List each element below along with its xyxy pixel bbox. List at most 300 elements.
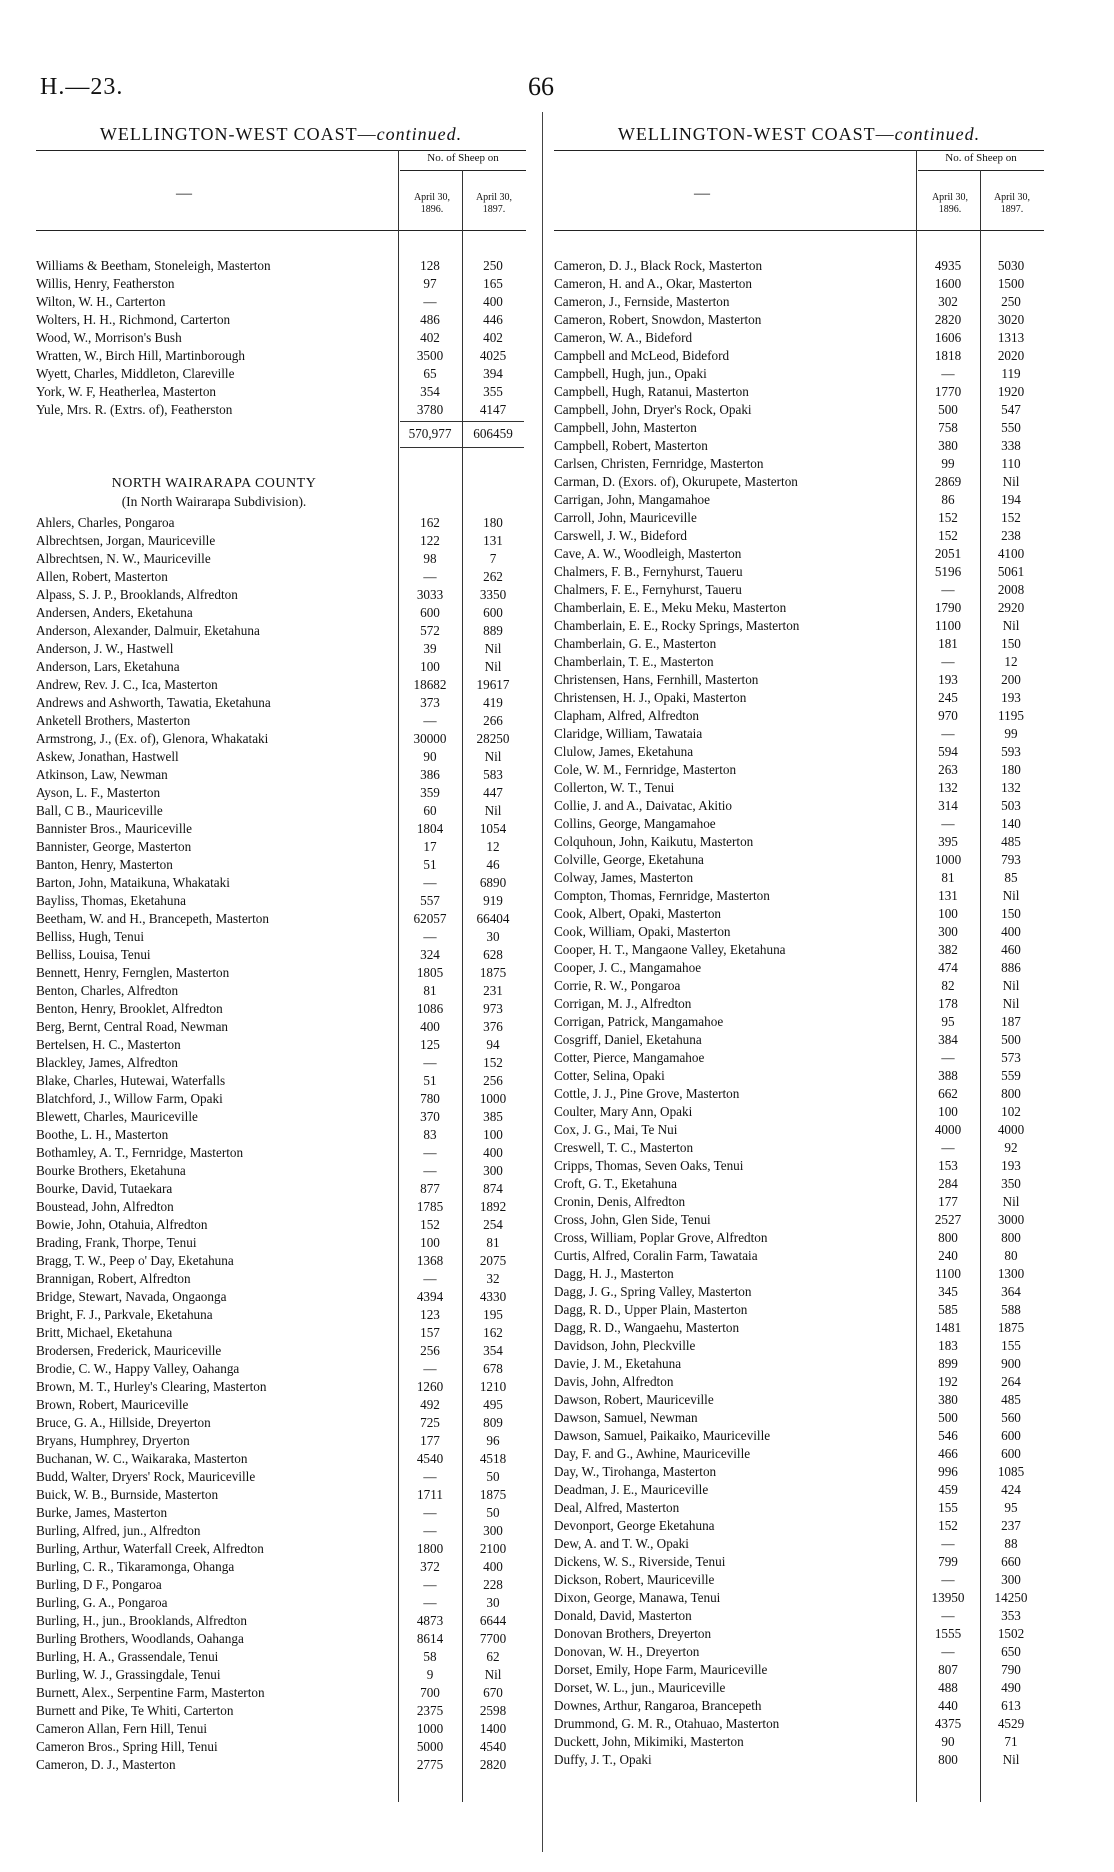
table-row (36, 622, 526, 640)
sheep-1896: 807 (938, 1662, 958, 1677)
owner-name: Anderson, Lars, Eketahuna (36, 659, 180, 674)
sheep-1896: — (423, 294, 437, 309)
sheep-1897: 32 (486, 1271, 500, 1286)
owner-name: Brown, M. T., Hurley's Clearing, Masterton (36, 1379, 267, 1394)
sheep-1897: 1000 (479, 1091, 507, 1106)
sheep-1896: 466 (938, 1446, 958, 1461)
owner-name: Dawson, Samuel, Paikaiko, Mauriceville (554, 1428, 771, 1443)
sheep-1897: 547 (1001, 402, 1021, 417)
year-1896-header: April 30, 1896. (413, 192, 451, 215)
table-row (554, 545, 1044, 563)
owner-name: Burling, H. A., Grassendale, Tenui (36, 1649, 219, 1664)
sheep-1896: 2820 (934, 312, 962, 327)
sheep-1896: 152 (420, 1217, 440, 1232)
owner-name: Burling, Arthur, Waterfall Creek, Alfredton (36, 1541, 264, 1556)
owner-name: Cook, William, Opaki, Masterton (554, 924, 731, 939)
sheep-1896: — (423, 1361, 437, 1376)
sheep-1897: 500 (1001, 1032, 1021, 1047)
table-row (36, 1360, 526, 1378)
table-row (554, 329, 1044, 347)
sheep-1896: 585 (938, 1302, 958, 1317)
sheep-1896: 4873 (416, 1613, 444, 1628)
table-row (554, 635, 1044, 653)
total-rule (400, 447, 524, 448)
sheep-1896: 284 (938, 1176, 958, 1191)
sheep-1896: 2869 (934, 474, 962, 489)
sheep-1896: 152 (938, 1518, 958, 1533)
sheep-1897: 355 (483, 384, 503, 399)
sheep-1897: 12 (1004, 654, 1018, 669)
entries-list (554, 257, 1044, 1769)
sheep-1896: — (423, 713, 437, 728)
table-row (554, 1337, 1044, 1355)
sheep-1896: 2375 (416, 1703, 444, 1718)
table-row (554, 473, 1044, 491)
sheep-1896: 1086 (416, 1001, 444, 1016)
sheep-1897: 613 (1001, 1698, 1021, 1713)
owner-name: Davie, J. M., Eketahuna (554, 1356, 682, 1371)
table-row (554, 383, 1044, 401)
sheep-1896: 157 (420, 1325, 440, 1340)
table-row (554, 617, 1044, 635)
sheep-1897: 228 (483, 1577, 503, 1592)
sheep-1896: 128 (420, 258, 440, 273)
sheep-1897: 495 (483, 1397, 503, 1412)
owner-name: Cronin, Denis, Alfredton (554, 1194, 686, 1209)
owner-name: Cooper, J. C., Mangamahoe (554, 960, 702, 975)
sheep-1897: 81 (486, 1235, 500, 1250)
sheep-1897: 180 (483, 515, 503, 530)
owner-name: Cole, W. M., Fernridge, Masterton (554, 762, 737, 777)
owner-name: Corrigan, M. J., Alfredton (554, 996, 692, 1011)
table-row (554, 1067, 1044, 1085)
table-row (36, 1000, 526, 1018)
owner-name: Buick, W. B., Burnside, Masterton (36, 1487, 219, 1502)
sheep-1896: 90 (941, 1734, 955, 1749)
sheep-1896: 193 (938, 672, 958, 687)
header-rule-top (554, 150, 1044, 151)
owner-name: Blackley, James, Alfredton (36, 1055, 178, 1070)
sheep-1897: 50 (486, 1469, 500, 1484)
table-row (36, 329, 526, 347)
table-row (36, 1666, 526, 1684)
table-row (554, 1085, 1044, 1103)
sheep-1896: 800 (938, 1230, 958, 1245)
owner-name: Cameron, J., Fernside, Masterton (554, 294, 730, 309)
owner-name: Cripps, Thomas, Seven Oaks, Tenui (554, 1158, 744, 1173)
owner-name: Burnett and Pike, Te Whiti, Carterton (36, 1703, 234, 1718)
sheep-1897: 889 (483, 623, 503, 638)
owner-name: Cameron, D. J., Masterton (36, 1757, 176, 1772)
owner-name: Donald, David, Masterton (554, 1608, 692, 1623)
owner-name: Cave, A. W., Woodleigh, Masterton (554, 546, 742, 561)
county-subheading: (In North Wairarapa Subdivision). (121, 494, 307, 509)
sheep-1897: 593 (1001, 744, 1021, 759)
sheep-1897: 92 (1004, 1140, 1018, 1155)
owner-name: Boothe, L. H., Masterton (36, 1127, 169, 1142)
table-row (36, 586, 526, 604)
table-row (36, 383, 526, 401)
table-row (554, 671, 1044, 689)
sheep-1897: 256 (483, 1073, 503, 1088)
table-row (36, 1414, 526, 1432)
total-1896: 570,977 (408, 426, 452, 441)
sheep-1896: 1804 (416, 821, 444, 836)
owner-name: Burling, Alfred, jun., Alfredton (36, 1523, 201, 1538)
table-row (554, 761, 1044, 779)
table-row (36, 1144, 526, 1162)
owner-name: Bertelsen, H. C., Masterton (36, 1037, 181, 1052)
sheep-1896: — (941, 1644, 955, 1659)
table-row (36, 1036, 526, 1054)
owner-name: Chamberlain, E. E., Meku Meku, Masterton (554, 600, 787, 615)
sheep-1897: 254 (483, 1217, 503, 1232)
owner-name: Collerton, W. T., Tenui (554, 780, 675, 795)
owner-name: Dawson, Robert, Mauriceville (554, 1392, 714, 1407)
table-row (554, 1715, 1044, 1733)
sheep-1896: 1481 (934, 1320, 962, 1335)
sheep-1896: 155 (938, 1500, 958, 1515)
sheep-1896: 263 (938, 762, 958, 777)
sheep-1897: 800 (1001, 1230, 1021, 1245)
sheep-1896: 899 (938, 1356, 958, 1371)
table-row (36, 1648, 526, 1666)
owner-name: Wolters, H. H., Richmond, Carterton (36, 312, 231, 327)
sheep-1896: 100 (938, 1104, 958, 1119)
table-row (554, 437, 1044, 455)
owner-name: Cameron Allan, Fern Hill, Tenui (36, 1721, 207, 1736)
table-row (554, 1049, 1044, 1067)
sheep-1896: 380 (938, 1392, 958, 1407)
sheep-1896: 1805 (416, 965, 444, 980)
table-row (36, 257, 526, 275)
sheep-1896: 240 (938, 1248, 958, 1263)
sheep-1896: 245 (938, 690, 958, 705)
sheep-1897: 678 (483, 1361, 503, 1376)
owner-name: Chamberlain, E. E., Rocky Springs, Masterton (554, 618, 800, 633)
table-row (36, 1090, 526, 1108)
sheep-1896: — (941, 1572, 955, 1587)
table-row (36, 1198, 526, 1216)
sheep-1897: 419 (483, 695, 503, 710)
sheep-1896: 1368 (416, 1253, 444, 1268)
sheep-1897: 376 (483, 1019, 503, 1034)
table-row (36, 1702, 526, 1720)
sheep-1896: 345 (938, 1284, 958, 1299)
sheep-1896: 3033 (416, 587, 444, 602)
sheep-1896: 30000 (413, 731, 447, 746)
table-row (554, 869, 1044, 887)
owner-name: Benton, Henry, Brooklet, Alfredton (36, 1001, 223, 1016)
owner-name: Cross, John, Glen Side, Tenui (554, 1212, 711, 1227)
table-row (554, 1193, 1044, 1211)
table-row (554, 563, 1044, 581)
table-row (36, 892, 526, 910)
owner-name: Bruce, G. A., Hillside, Dreyerton (36, 1415, 211, 1430)
sheep-1897: 790 (1001, 1662, 1021, 1677)
sheep-1897: 100 (483, 1127, 503, 1142)
sheep-1897: 354 (483, 1343, 503, 1358)
sheep-1896: 5196 (934, 564, 962, 579)
table-row (554, 581, 1044, 599)
table-row (36, 1594, 526, 1612)
owner-name: Boustead, John, Alfredton (36, 1199, 174, 1214)
sheep-1897: 162 (483, 1325, 503, 1340)
table-row (36, 1450, 526, 1468)
sheep-1897: 1892 (479, 1199, 507, 1214)
sheep-1896: 90 (423, 749, 437, 764)
sheep-1897: 400 (483, 294, 503, 309)
sheep-1896: 39 (423, 641, 437, 656)
table-row (36, 1396, 526, 1414)
owner-name: Cottle, J. J., Pine Grove, Masterton (554, 1086, 740, 1101)
owner-name: Bragg, T. W., Peep o' Day, Eketahuna (36, 1253, 234, 1268)
sheep-1896: 700 (420, 1685, 440, 1700)
table-row (554, 509, 1044, 527)
table-row (554, 599, 1044, 617)
sheep-1897: 200 (1001, 672, 1021, 687)
table-row (36, 1378, 526, 1396)
sheep-1897: 7 (489, 551, 497, 566)
owner-name: Clulow, James, Eketahuna (554, 744, 694, 759)
sheep-1897: 4000 (997, 1122, 1025, 1137)
sheep-1896: 372 (420, 1559, 440, 1574)
sheep-1896: 83 (423, 1127, 437, 1142)
table-row (554, 941, 1044, 959)
sheep-1897: 250 (1001, 294, 1021, 309)
sheep-1897: 1500 (997, 276, 1025, 291)
sheep-1896: 256 (420, 1343, 440, 1358)
sheep-1897: 2075 (479, 1253, 507, 1268)
owner-name: Drummond, G. M. R., Otahuao, Masterton (554, 1716, 780, 1731)
table-row (36, 784, 526, 802)
table-row (554, 401, 1044, 419)
table-row (554, 1697, 1044, 1715)
owner-name: Corrie, R. W., Pongaroa (554, 978, 681, 993)
owner-name: Belliss, Hugh, Tenui (36, 929, 144, 944)
table-row (36, 1720, 526, 1738)
sheep-1897: 1313 (997, 330, 1025, 345)
sheep-1897: Nil (484, 659, 502, 674)
owner-name: Cook, Albert, Opaki, Masterton (554, 906, 722, 921)
owner-name: Bennett, Henry, Fernglen, Masterton (36, 965, 230, 980)
owner-name: Andrews and Ashworth, Tawatia, Eketahuna (36, 695, 271, 710)
sheep-1897: 809 (483, 1415, 503, 1430)
sheep-1897: 583 (483, 767, 503, 782)
owner-name: Anderson, Alexander, Dalmuir, Eketahuna (36, 623, 260, 638)
sheep-1896: 546 (938, 1428, 958, 1443)
owner-name: Bourke, David, Tutaekara (36, 1181, 173, 1196)
owner-name: Donovan Brothers, Dreyerton (554, 1626, 712, 1641)
sheep-1896: — (423, 1523, 437, 1538)
owner-name: Anderson, J. W., Hastwell (36, 641, 174, 656)
sheep-1897: 193 (1001, 690, 1021, 705)
sheep-1897: 238 (1001, 528, 1021, 543)
owner-name: Corrigan, Patrick, Mangamahoe (554, 1014, 724, 1029)
table-row (36, 964, 526, 982)
table-row (36, 820, 526, 838)
sheep-1896: 400 (420, 1019, 440, 1034)
sheep-1897: 1502 (997, 1626, 1025, 1641)
sheep-1896: 132 (938, 780, 958, 795)
table-row (36, 640, 526, 658)
owner-name: Carman, D. (Exors. of), Okurupete, Masterton (554, 474, 798, 489)
owner-name: Cosgriff, Daniel, Eketahuna (554, 1032, 702, 1047)
sheep-1896: — (423, 929, 437, 944)
sheep-1896: 178 (938, 996, 958, 1011)
owner-name: Colquhoun, John, Kaikutu, Masterton (554, 834, 754, 849)
table-row (36, 874, 526, 892)
table-row (554, 833, 1044, 851)
table-row (554, 347, 1044, 365)
sheep-1897: 194 (1001, 492, 1021, 507)
owner-name: Duffy, J. T., Opaki (554, 1752, 652, 1767)
table-row (36, 802, 526, 820)
page-number: 66 (528, 72, 554, 101)
owner-name: Dew, A. and T. W., Opaki (554, 1536, 689, 1551)
sheep-1896: 95 (941, 1014, 955, 1029)
owner-name: Christensen, Hans, Fernhill, Masterton (554, 672, 759, 687)
table-row (36, 604, 526, 622)
sheep-1896: — (941, 582, 955, 597)
table-row (554, 455, 1044, 473)
owner-name: Cotter, Selina, Opaki (554, 1068, 665, 1083)
sheep-1896: — (423, 569, 437, 584)
table-row (36, 838, 526, 856)
owner-name: Curtis, Alfred, Coralin Farm, Tawataia (554, 1248, 758, 1263)
owner-name: Bannister, George, Masterton (36, 839, 192, 854)
sheep-1896: 62057 (413, 911, 447, 926)
owner-name: Anketell Brothers, Masterton (36, 713, 191, 728)
sheep-1896: 1818 (934, 348, 962, 363)
table-row (554, 779, 1044, 797)
sheep-1896: 402 (420, 330, 440, 345)
owner-name: Dickson, Robert, Mauriceville (554, 1572, 715, 1587)
table-row (36, 550, 526, 568)
sheep-1897: 264 (1001, 1374, 1021, 1389)
table-row (36, 1324, 526, 1342)
table-row (554, 725, 1044, 743)
sheep-1896: — (423, 1055, 437, 1070)
owner-name: Cooper, H. T., Mangaone Valley, Eketahuna (554, 942, 786, 957)
sheep-1897: 4540 (479, 1739, 507, 1754)
sheep-1897: 4330 (479, 1289, 507, 1304)
sheep-1896: 382 (938, 942, 958, 957)
table-row (36, 1054, 526, 1072)
table-row (36, 1072, 526, 1090)
owner-name: Croft, G. T., Eketahuna (554, 1176, 677, 1191)
owner-name: York, W. F, Heatherlea, Masterton (36, 384, 217, 399)
sheep-1896: 177 (420, 1433, 440, 1448)
owner-name: Campbell, Hugh, Ratanui, Masterton (554, 384, 749, 399)
sheep-1896: 51 (423, 857, 437, 872)
table-row (554, 1751, 1044, 1769)
owner-name: Andrew, Rev. J. C., Ica, Masterton (36, 677, 218, 692)
sheep-1897: 600 (483, 605, 503, 620)
owner-name: Brading, Frank, Thorpe, Tenui (36, 1235, 197, 1250)
table-row (554, 1463, 1044, 1481)
sheep-1897: 1920 (997, 384, 1025, 399)
table-row (36, 676, 526, 694)
sheep-1896: 5000 (416, 1739, 444, 1754)
sheep-1896: 1800 (416, 1541, 444, 1556)
owner-name: Christensen, H. J., Opaki, Masterton (554, 690, 747, 705)
owner-name: Colville, George, Eketahuna (554, 852, 704, 867)
table-row (554, 491, 1044, 509)
sheep-1896: 500 (938, 1410, 958, 1425)
sheep-1897: 600 (1001, 1446, 1021, 1461)
sheep-1896: 4540 (416, 1451, 444, 1466)
table-row (36, 1486, 526, 1504)
table-row (554, 1031, 1044, 1049)
owner-name: Collie, J. and A., Daivatac, Akitio (554, 798, 733, 813)
owner-name: Chalmers, F. B., Fernyhurst, Taueru (554, 564, 743, 579)
owner-name: Alpass, S. J. P., Brooklands, Alfredton (36, 587, 238, 602)
sheep-1897: Nil (1002, 888, 1020, 903)
owner-name: Colway, James, Masterton (554, 870, 694, 885)
sheep-1897: 180 (1001, 762, 1021, 777)
table-row (36, 748, 526, 766)
sheep-1896: — (941, 1536, 955, 1551)
sheep-1897: 266 (483, 713, 503, 728)
owner-name: Campbell, Hugh, jun., Opaki (554, 366, 707, 381)
table-row (554, 1553, 1044, 1571)
sheep-1897: 2920 (997, 600, 1025, 615)
sheep-1896: 492 (420, 1397, 440, 1412)
sheep-1897: 19617 (476, 677, 510, 692)
owner-name: Budd, Walter, Dryers' Rock, Mauriceville (36, 1469, 256, 1484)
sheep-1896: 1785 (416, 1199, 444, 1214)
owner-name: Cameron, Robert, Snowdon, Masterton (554, 312, 762, 327)
sheep-1897: 1875 (997, 1320, 1025, 1335)
sheep-1896: 799 (938, 1554, 958, 1569)
sheep-1897: 385 (483, 1109, 503, 1124)
sheep-header: No. of Sheep on (427, 152, 499, 164)
sheep-1896: 97 (423, 276, 437, 291)
sheep-1897: 400 (483, 1145, 503, 1160)
owner-name: Bowie, John, Otahuia, Alfredton (36, 1217, 208, 1232)
table-row (554, 311, 1044, 329)
sheep-1897: 193 (1001, 1158, 1021, 1173)
owner-name: Duckett, John, Mikimiki, Masterton (554, 1734, 744, 1749)
owner-name: Chalmers, F. E., Fernyhurst, Taueru (554, 582, 742, 597)
table-row (554, 1409, 1044, 1427)
sheep-1896: 100 (420, 659, 440, 674)
sheep-1897: 187 (1001, 1014, 1021, 1029)
sheep-1897: 96 (486, 1433, 500, 1448)
table-row (36, 311, 526, 329)
sheep-1897: 560 (1001, 1410, 1021, 1425)
owner-name: Dorset, W. L., jun., Mauriceville (554, 1680, 726, 1695)
sheep-1896: 2527 (934, 1212, 962, 1227)
sheep-1897: 66404 (476, 911, 510, 926)
table-row (36, 1738, 526, 1756)
owner-name: Burling, D F., Pongaroa (36, 1577, 162, 1592)
sheep-1896: 996 (938, 1464, 958, 1479)
owner-name: Burling, H., jun., Brooklands, Alfredton (36, 1613, 247, 1628)
sheep-1897: 6644 (479, 1613, 507, 1628)
sheep-1897: 1210 (479, 1379, 507, 1394)
sheep-1897: 364 (1001, 1284, 1021, 1299)
owner-name: Burling Brothers, Woodlands, Oahanga (36, 1631, 244, 1646)
sheep-1896: 384 (938, 1032, 958, 1047)
owner-name: Campbell, John, Dryer's Rock, Opaki (554, 402, 752, 417)
sheep-1896: 600 (420, 605, 440, 620)
owner-name: Buchanan, W. C., Waikaraka, Masterton (36, 1451, 248, 1466)
sheep-1897: 550 (1001, 420, 1021, 435)
sheep-1897: 2100 (479, 1541, 507, 1556)
owner-name: Ayson, L. F., Masterton (36, 785, 161, 800)
